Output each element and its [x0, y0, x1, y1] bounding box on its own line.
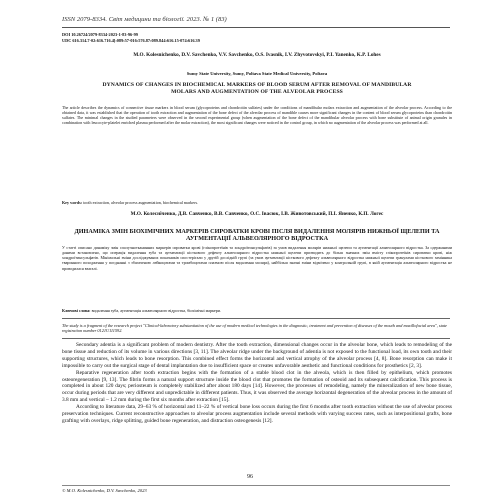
keywords-english-label: Key words: [62, 200, 83, 205]
keywords-ukrainian [62, 308, 452, 313]
body-paragraph-1: Secondary adentia is a significant problem of modern dentistry. After the tooth extraction, dimensional changes occur in the alveolar bone, which leads to remodeling of the bone tissue and reduction of its volume in various directions [3, 11]. The alveolar ridge under the background of adentia is not exposed to the functional load, its own tooth and their supporting structures, which leads to bone resorption. This combined effect forms the horizontal and vertical atrophy of the alveolar process [4, 8]. Bone resorption can make it impossible to carry out the surgical stage of dental implantation due to insufficient space or creates unfavorable aesthetic and functional conditions for prosthetics [2, 3]. [62, 342, 452, 369]
keywords-english [62, 200, 452, 205]
study-note-bottom-rule [62, 338, 450, 339]
doi-line: DOI 10.26724/2079-8334-2023-1-83-96-99 [62, 32, 138, 37]
keywords-english-text: tooth extraction, alveolar process augmentation, biochemical markers. [83, 200, 199, 205]
body-text [62, 342, 452, 425]
copyright-notice: © M.O. Kolesnichenko, D.V. Savchenko, 2023 [62, 488, 147, 493]
article-identifiers [62, 32, 452, 43]
authors-english: M.O. Kolesnichenko, D.V. Savchenko, V.V. Savchenko, O.S. Ivasnik, I.V. Zhyvotovskyi, P.I. Yanenko, K.P. Lohes [133, 52, 381, 58]
abstract-english: The article describes the dynamics of connective tissue markers in blood serum (glycoproteins and chondroitin sulfates) under the conditions of mandibular molars extraction and augmentation of the alveolar process. According to the obtained data, it was established that the operation of tooth extraction and augmentation of the bone defect of the alveolar process of mandible causes more significant changes in the content of blood serum glycoproteins than chondroitin sulfates. The minimal changes in the studied parameters were observed in the second experimental group (when augmentation of the bone defect of the mandibular alveolar process with bone substitute of animal origin granules in combination with leucocyte-platelet enriched plasma performed after the molar extraction), the most significant changes were noticed in the control group, in which no augmentation of the alveolar process was performed at all. [62, 105, 452, 126]
page-number: 96 [247, 474, 253, 480]
study-note-top-rule [62, 318, 450, 319]
abstract-ukrainian: У статті описано динаміку змін сполучнотканинних маркерів сироватки крові (глікопротеїнів та хондроїтинсульфатів) за умов видалення молярів нижньої щелепи та аугментації альвеолярного відростка. За одержаними даними встановлено, що операція видалення зуба та аугментації кісткового дефекту альвеолярного відростка нижньої щелепи призводить до більш значних змін вмісту глікопротеїнів сироватки крові, ніж хондроїтинсульфатів. Мінімальні зміни досліджуваних показників спостерігали у другій дослідній групі (за умов аугментації кісткового дефекту альвеолярного відростка нижньої щелепи гранулами кісткового замінника тваринного походження у поєднанні з збагаченою лейкоцитами та тромбоцитами плазмою після видалення моляра), найбільш значні зміни відмічено у контрольній групі, в якій аугментація альвеолярного відростка не проводилася взагалі. [62, 245, 452, 271]
article-title-ukrainian: ДИНАМІКА ЗМІН БІОХІМІЧНИХ МАРКЕРІВ СИРОВАТКИ КРОВІ ПІСЛЯ ВИДАЛЕННЯ МОЛЯРІВ НИЖНЬОЇ ЩЕЛЕПИ ТА АУГМЕНТАЦІЇ АЛЬВЕОЛЯРНОГО ВІДРОСТКА [74, 228, 440, 243]
body-paragraph-2: Reparative regeneration after tooth extraction begins with the formation of a stable blood clot in the alveola, which is then filled by epithelium, which promotes osteoregeneration [9, 13]. The fibrin forms a natural support structure inside the blood clot that promotes the formation of osteoid and its subsequent calcification. This process is completed in about 120 days; periosteum is completely stabilized after about 180 days [14]. However, the processes of remodeling, namely the mineralization of new bone tissue, occur during periods that are very different and unpredictable in different patients. Thus, it was observed the average horizontal degeneration of the alveolar process in the amount of 3.8 mm and vertical – 1.2 mm during the first six months after extraction [15]. [62, 369, 452, 404]
study-note: The study is a fragment of the research project "Clinical-laboratory substantiation of the use of modern medical technologies in the diagnostic, treatment and prevention of diseases of the mouth and maxillofacial area", state registration number 0121U111592. [62, 323, 448, 334]
journal-header: ISSN 2079-8334. Світ медицини та біології. 2023. № 1 (83) [62, 16, 227, 23]
body-paragraph-3: According to literature data, 29–63 % of horizontal and 11–22 % of vertical bone loss occurs during the first 6 months after tooth extraction without the use of alveolar process preservation techniques. Current reconstructive approaches to alveolar process augmentation include several methods with varying success rates, such as interpositional grafts, bone grafting with overlays, ridge splitting, guided bone regeneration, and distraction osteogenesis [12]. [62, 404, 452, 424]
keywords-ukrainian-text: видалення зуба, аугментація альвеолярного відростка, біохімічні маркери. [91, 308, 221, 313]
udc-line: UDC 616.314.7-02:616.716.4]:089:57-016:576.87:089.844:616.15-074:616.39 [62, 37, 200, 43]
affiliation-english: Sumy State University, Sumy, Poltava State Medical University, Poltava [186, 71, 328, 76]
authors-ukrainian: М.О. Колесніченко, Д.В. Савченко, В.В. Савченко, О.С. Івасюк, І.В. Животовський, П.І. Яненко, К.П. Логес [130, 211, 384, 217]
keywords-ukrainian-label: Ключові слова: [62, 308, 91, 313]
article-title-english: DYNAMICS OF CHANGES IN BIOCHEMICAL MARKERS OF BLOOD SERUM AFTER REMOVAL OF MANDIBULAR MOLARS AND AUGMENTATION OF THE ALVEOLAR PROCESS [102, 82, 412, 95]
header-rule [62, 27, 450, 28]
footer-rule [62, 485, 450, 486]
